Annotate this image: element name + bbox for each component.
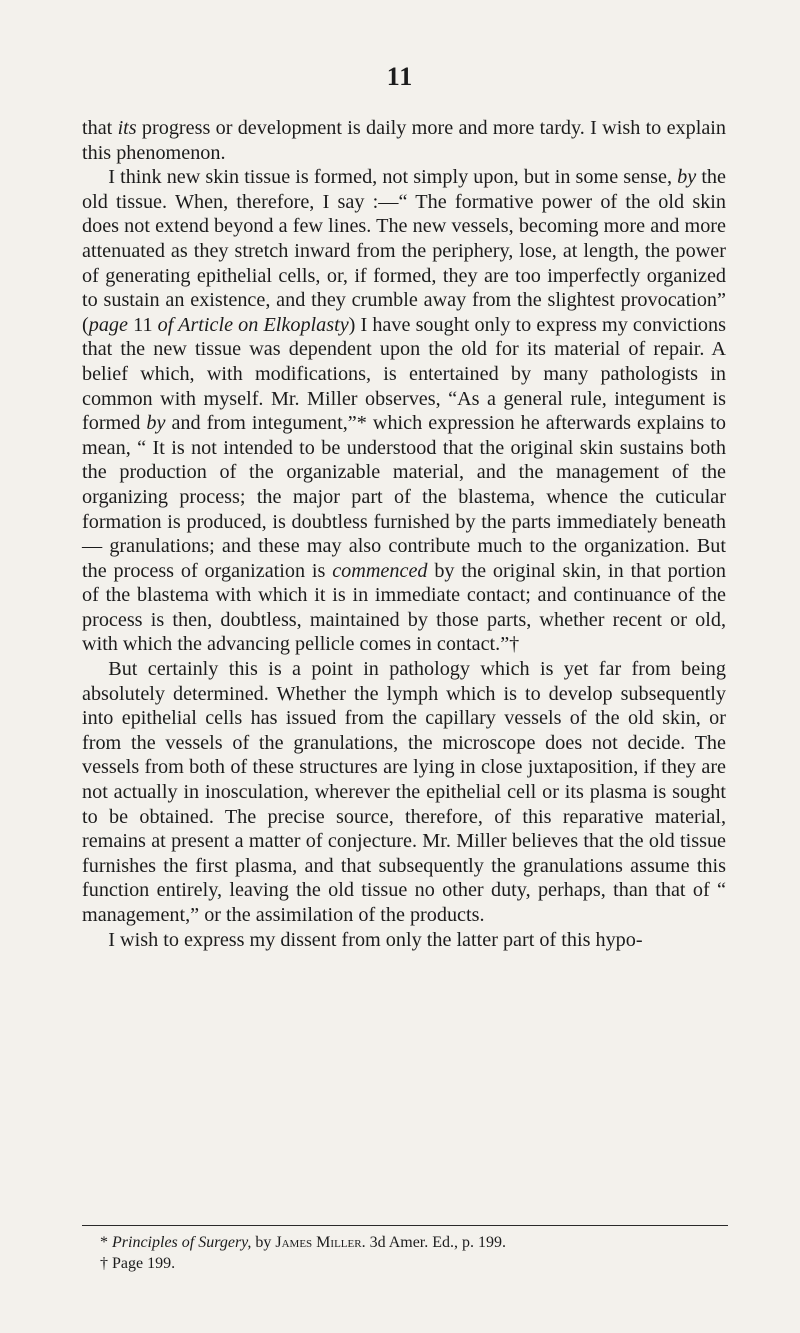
text-run: the old tissue. When, therefore, I say :—“ The formative power of the old skin does not extend beyond a few lines. The new vessels, becoming more and more attenuated as they stretch inward from the periphery, lose, at length, the power of generating epithelial cells, or, if formed, they are too imperfectly organized to sustain an existence, and they crumble away from the slightest provocation” ( (82, 166, 726, 336)
italic-text: page (88, 313, 128, 336)
italic-text: of Article on Elkoplasty (157, 313, 349, 336)
text-run: . 3d Amer. Ed., p. 199. (361, 1234, 507, 1251)
text-run: But certainly this is a point in pathology which is yet far from being absolutely determined. Whether the lymph which is to develop subsequently into epithelial cells has issued from the capillary vessels of the old skin, or from the vessels of the granulations, the microscope does not decide. The vessels from both of these structures are lying in close juxtaposition, if they are not actually in inosculation, wherever the epithelial cell or its plasma is sought to be obtained. The precise source, therefore, of this reparative material, remains at present a matter of conjecture. Mr. Miller believes that the old tissue furnishes the first plasma, and that subsequently the granulations assume this function entirely, leaving the old tissue no other duty, perhaps, than that of “ management,” or the assimilation of the products. (82, 658, 726, 926)
text-run: * (100, 1234, 112, 1251)
footnote-divider (82, 1225, 728, 1226)
footnotes (100, 1232, 730, 1274)
text-run: and from integument,”* which expression he afterwards explains to mean, “ It is not intended to be understood that the original skin sustains both the production of the organizable material, and the management of the organizing process; the major part of the blastema, whence the cuticular formation is produced, is doubtless furnished by the parts immediately beneath— granulations; and these may also contribute much to the organization. But the process of organization is (82, 412, 726, 582)
text-run: ) I have sought only to express my convictions that the new tissue was dependent upon the old for its material of repair. A belief which, with modifications, is entertained by many pathologists in common with myself. Mr. Miller observes, “As a general rule, integument is formed (82, 313, 726, 435)
small-caps-text: James Miller (275, 1234, 362, 1251)
text-run: by the original skin, in that portion of the blastema with which it is in immediate contact; and continuance of the process is then, doubtless, maintained by those parts, whether recent or old, with which the advancing pellicle comes in contact.”† (82, 559, 726, 656)
italic-text: by (146, 412, 166, 435)
body-text (82, 116, 726, 952)
paragraph-1 (82, 116, 726, 165)
italic-text: Principles of Surgery, (112, 1234, 252, 1251)
text-run: that (82, 117, 118, 139)
page-number: 11 (386, 62, 414, 91)
paragraph-2 (82, 165, 726, 657)
text-run: † Page 199. (100, 1255, 176, 1272)
italic-text: commenced (332, 559, 428, 582)
paragraph-3 (82, 657, 726, 928)
text-run: by (251, 1234, 276, 1251)
text-run: progress or development is daily more and more tardy. I wish to explain this phenomenon. (82, 117, 726, 164)
footnote-1 (100, 1232, 730, 1253)
italic-text: by (677, 166, 697, 189)
text-run: I think new skin tissue is formed, not simply upon, but in some sense, (108, 166, 678, 189)
footnote-2 (100, 1253, 730, 1274)
text-run: 11 (127, 313, 158, 336)
text-run: I wish to express my dissent from only the latter part of this hypo- (108, 928, 643, 951)
paragraph-4 (82, 928, 726, 953)
italic-text: its (117, 117, 137, 139)
